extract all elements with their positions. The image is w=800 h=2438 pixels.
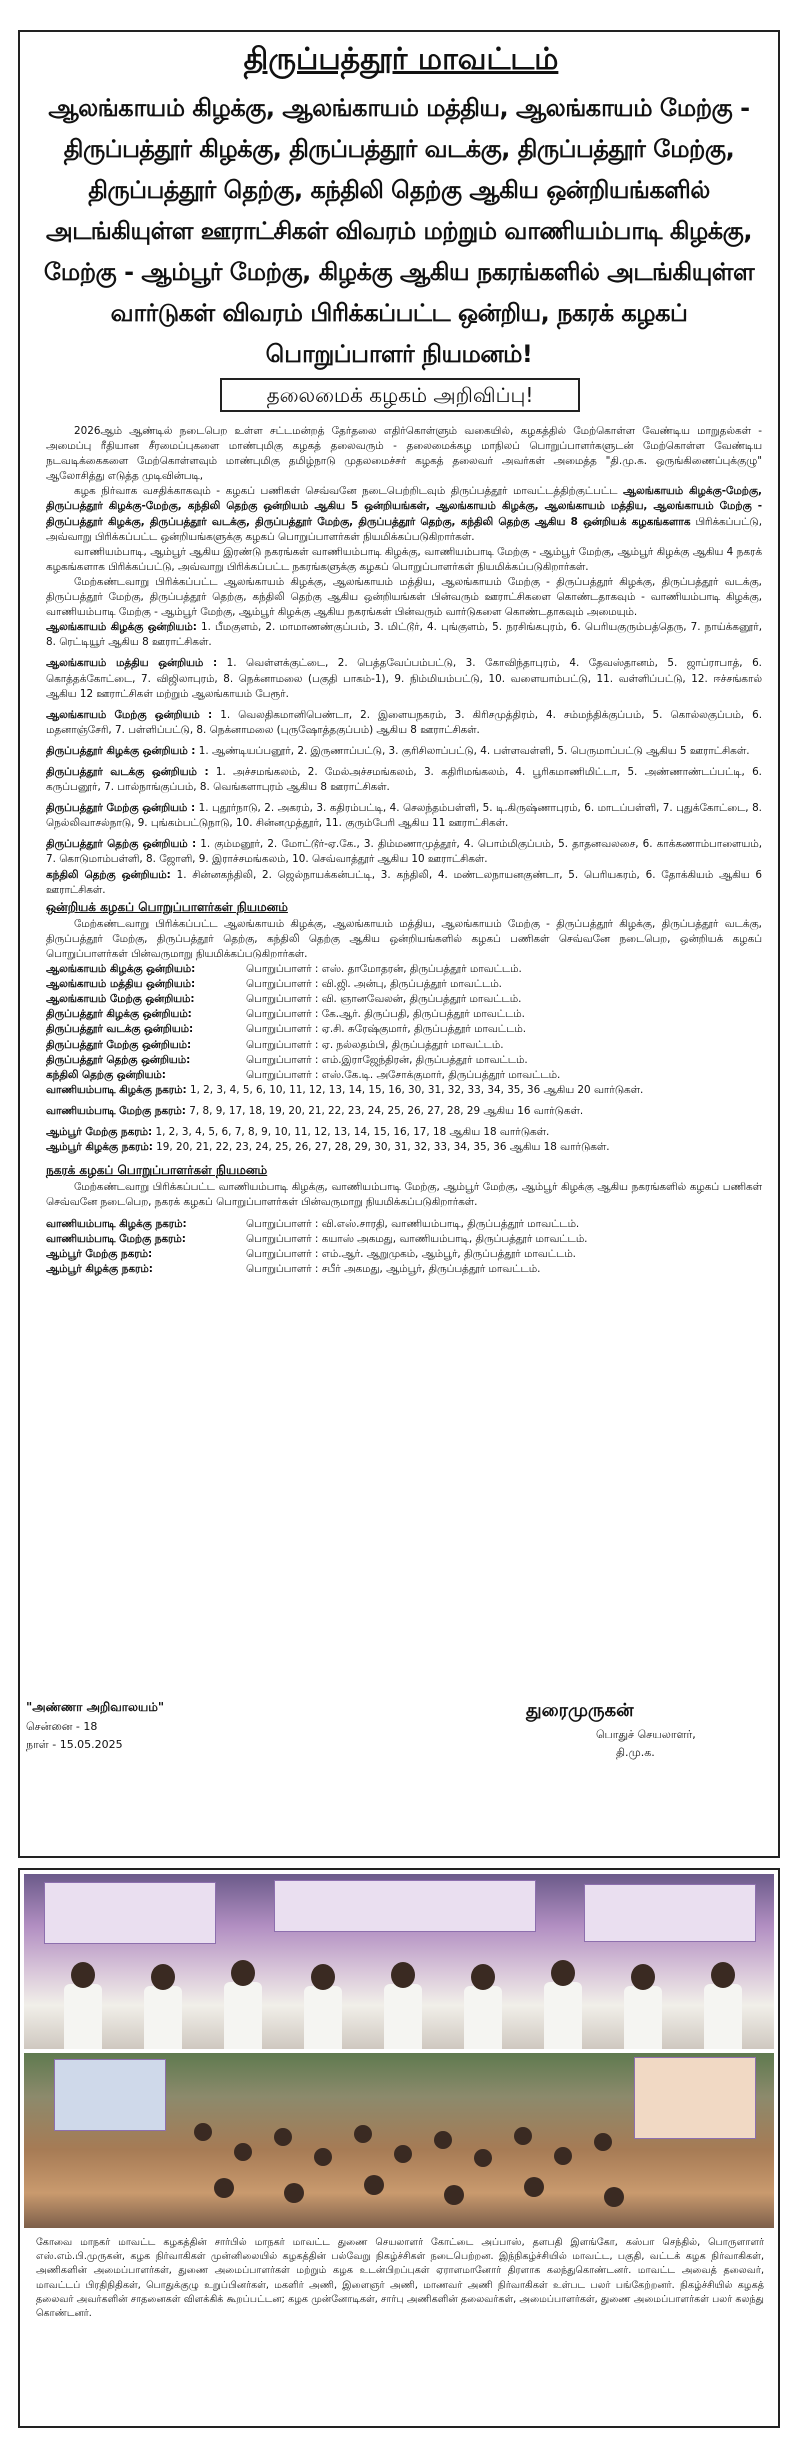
appointment-row: ஆம்பூர் மேற்கு நகரம்: பொறுப்பாளர் : எம்.ஆர். ஆறுமுகம், ஆம்பூர், திருப்பத்தூர் மாவட்டம். <box>46 1247 576 1260</box>
stage-banner <box>274 1880 536 1932</box>
stage-banner <box>584 1884 756 1942</box>
appointment-row: ஆலங்காயம் கிழக்கு ஒன்றியம்: பொறுப்பாளர் : எஸ். தாமோதரன், திருப்பத்தூர் மாவட்டம். <box>46 963 522 976</box>
ward-list-item: வாணியம்பாடி மேற்கு நகரம்: 7, 8, 9, 17, 18, 19, 20, 21, 22, 23, 24, 25, 26, 27, 28, 29 ஆகிய 16 வார்டுகள். <box>46 1104 584 1117</box>
appointment-row: திருப்பத்தூர் தெற்கு ஒன்றியம்: பொறுப்பாளர் : எம்.இராஜேந்திரன், திருப்பத்தூர் மாவட்டம். <box>46 1053 528 1066</box>
para-towns: வாணியம்பாடி, ஆம்பூர் ஆகிய இரண்டு நகரங்கள் வாணியம்பாடி கிழக்கு, வாணியம்பாடி மேற்கு - ஆம்பூர் மேற்கு, ஆம்பூர் கிழக்கு ஆகிய 4 நகரக் கழகங்களாக பிரிக்கப்பட்டு, அவ்வாறு பிரிக்கப்பட்ட நகரங்களுக்கு கழகப் பொறுப்பாளர்கள் நியமிக்கப்படுகிறார்கள். <box>46 545 762 573</box>
union-list-item: திருப்பத்தூர் வடக்கு ஒன்றியம் : 1. அச்சமங்கலம், 2. மேல்அச்சமங்கலம், 3. கதிரிமங்கலம், 4. பூரிகமாணிமிட்டா, 5. அண்ணாண்டப்பட்டி, 6. கருப்பனூர், 7. பால்நாங்குப்பம், 8. வெங்களாபுரம் ஆகிய 8 ஊராட்சிகள். <box>46 765 762 794</box>
event-photo-panel <box>18 1868 780 2428</box>
photo-caption: கோவை மாநகர் மாவட்ட கழகத்தின் சார்பில் மாநகர் மாவட்ட துணை செயலாளர் கோட்டை அப்பாஸ், தளபதி இளங்கோ, கஸ்பா செந்தில், பொருளாளர் எஸ்.எம்.பி.முருகன், கழக நிர்வாகிகள் முன்னிலையில் கழகத்தின் பல்வேறு நிகழ்ச்சிகள் நடைபெற்றன. இந்நிகழ்ச்சியில் மாவட்ட, பகுதி, வட்டக் கழக நிர்வாகிகள், அணிகளின் அமைப்பாளர்கள், துணை அமைப்பாளர்கள் மற்றும் கழக உடன்பிறப்புகள் ஏராளமானோர் திரளாக கலந்துகொண்டனர். மாவட்ட அவைத் தலைவர், மாவட்டப் பிரதிநிதிகள், பொதுக்குழு உறுப்பினர்கள், மகளிர் அணி, இளைஞர் அணி, மாணவர் அணி நிர்வாகிகள் உள்பட பலர் பங்கேற்றனர். நிகழ்ச்சியில் கழகத் தலைவர் அவர்களின் சாதனைகள் விளக்கிக் கூறப்பட்டன; கழக முன்னோடிகள், சார்பு அணிகளின் தலைவர்கள், அமைப்பாளர்கள், துணை அமைப்பாளர்கள் பலர் கலந்து கொண்டனர். <box>36 2237 764 2320</box>
appointment-row: திருப்பத்தூர் கிழக்கு ஒன்றியம்: பொறுப்பாளர் : கே.ஆர். திருப்பதி, திருப்பத்தூர் மாவட்டம். <box>46 1008 525 1021</box>
union-list-item: திருப்பத்தூர் தெற்கு ஒன்றியம் : 1. கும்மனூர், 2. மோட்டூர்-ஏ.கே., 3. திம்மணாமுத்தூர், 4. பொம்மிகுப்பம், 5. தாதனவலசை, 6. காக்கணாம்பாளையம், 7. கொடுமாம்பள்ளி, 8. ஜோளி, 9. இராச்சமங்கலம், 10. செவ்வாத்தூர் ஆகிய 10 ஊராட்சிகள். <box>46 838 762 866</box>
appointment-row: திருப்பத்தூர் மேற்கு ஒன்றியம்: பொறுப்பாளர் : ஏ. நல்லதம்பி, திருப்பத்தூர் மாவட்டம். <box>46 1038 504 1051</box>
hq-notice-box: தலைமைக் கழகம் அறிவிப்பு! <box>220 378 580 412</box>
district-title: திருப்பத்தூர் மாவட்டம் <box>243 42 559 77</box>
section-title-union-appointments: ஒன்றியக் கழகப் பொறுப்பாளர்கள் நியமனம் <box>46 899 288 914</box>
ward-list-item: வாணியம்பாடி கிழக்கு நகரம்: 1, 2, 3, 4, 5, 6, 10, 11, 12, 13, 14, 15, 16, 30, 31, 32, 33, 34, 35, 36 ஆகிய 20 வார்டுகள். <box>46 1083 644 1096</box>
para-union-appointments: மேற்கண்டவாறு பிரிக்கப்பட்ட ஆலங்காயம் கிழக்கு, ஆலங்காயம் மத்திய, ஆலங்காயம் மேற்கு - திருப்பத்தூர் கிழக்கு, திருப்பத்தூர் வடக்கு, திருப்பத்தூர் மேற்கு, திருப்பத்தூர் தெற்கு, கந்திலி தெற்கு ஆகிய ஒன்றியங்களில் கழகப் பணிகள் செவ்வனே நடைபெற, ஒன்றியக் கழகப் பொறுப்பாளர்கள் பின்வருமாறு நியமிக்கப்படுகிறார்கள். <box>46 917 762 960</box>
appointment-row: வாணியம்பாடி மேற்கு நகரம்: பொறுப்பாளர் : கயாஸ் அகமது, வாணியம்பாடி, திருப்பத்தூர் மாவட்டம். <box>46 1232 588 1245</box>
union-list-item: ஆலங்காயம் கிழக்கு ஒன்றியம்: 1. பீமகுளம், 2. மாமாணண்குப்பம், 3. மிட்டூர், 4. புங்குளம், 5. நரசிங்கபுரம், 6. பெரியகுரும்பத்தெரு, 7. நாய்க்கனூர், 8. ரெட்டியூர் ஆகிய 8 ஊராட்சிகள். <box>46 621 763 649</box>
appointment-row: வாணியம்பாடி கிழக்கு நகரம்: பொறுப்பாளர் : வி.எஸ்.சாரதி, வாணியம்பாடி, திருப்பத்தூர் மாவட்டம். <box>46 1217 580 1230</box>
crowd-banner <box>54 2059 166 2131</box>
top-strip <box>0 0 800 14</box>
sender-city: சென்னை - 18 <box>26 1720 98 1733</box>
appointment-row: கந்திலி தெற்கு ஒன்றியம்: பொறுப்பாளர் : எஸ்.கே.டி. அசோக்குமார், திருப்பத்தூர் மாவட்டம். <box>46 1068 561 1081</box>
appointment-row: ஆலங்காயம் மேற்கு ஒன்றியம்: பொறுப்பாளர் : வி. ஞானவேலன், திருப்பத்தூர் மாவட்டம். <box>46 993 522 1006</box>
para-intro: 2026ஆம் ஆண்டில் நடைபெற உள்ள சட்டமன்றத் தேர்தலை எதிர்கொள்ளும் வகையில், கழகத்தில் மேற்கொள்ள வேண்டிய மாறுதல்கள் - அமைப்பு ரீதியான சீரமைப்புகளை மாண்புமிகு கழகத் தலைவரும் - தலைமைக்கழ மாநிலப் பொறுப்பாளர்களுடன் மேற்கொள்ள வேண்டிய நடவடிக்கைகளை மேற்கொள்ளவும் மாண்புமிகு தமிழ்நாடு முதலமைச்சர் கழகத் தலைவர் அவர்கள் அமைத்த "தி.மு.க. ஒருங்கிணைப்புக்குழு" ஆலோசித்து எடுத்த முடிவின்படி, <box>46 425 762 483</box>
para-division: கழக நிர்வாக வசதிக்காகவும் - கழகப் பணிகள் செவ்வனே நடைபெற்றிடவும் திருப்பத்தூர் மாவட்டத்திற்குட்பட்ட ஆலங்காயம் கிழக்கு-மேற்கு, திருப்பத்தூர் கிழக்கு-மேற்கு, கந்திலி தெற்கு ஒன்றியம் ஆகிய 5 ஒன்றியங்கள், ஆலங்காயம் கிழக்கு, ஆலங்காயம் மத்திய, ஆலங்காயம் மேற்கு - திருப்பத்தூர் கிழக்கு, திருப்பத்தூர் வடக்கு, திருப்பத்தூர் மேற்கு, திருப்பத்தூர் தெற்கு, கந்திலி தெற்கு ஆகிய 8 ஒன்றியக் கழகங்களாக பிரிக்கப்பட்டு, அவ்வாறு பிரிக்கப்பட்ட ஒன்றியங்களுக்கு கழகப் பொறுப்பாளர்கள் நியமிக்கப்படுகிறார்கள். <box>46 485 763 543</box>
stage-banner <box>44 1882 216 1944</box>
union-list-item: ஆலங்காயம் மேற்கு ஒன்றியம் : 1. வெலதிகமானிபெண்டா, 2. இளையநகரம், 3. கிரிசமுத்திரம், 4. சம்மந்திக்குப்பம், 5. கொல்லகுப்பம், 6. மதனாஞ்சேரி, 7. பள்ளிப்பட்டு, 8. நெக்னாமலை (புருஷோத்தகுப்பம்) ஆகிய 8 ஊராட்சிகள். <box>46 708 762 736</box>
union-list-item: ஆலங்காயம் மத்திய ஒன்றியம் : 1. வெள்ளக்குட்டை, 2. பெத்தவேப்பம்பட்டு, 3. கோவிந்தாபுரம், 4. தேவஸ்தானம், 5. ஜாப்ராபாத், 6. கொத்தக்கோட்டை, 7. விஜிலாபுரம், 8. நெக்னாமலை (பகுதி பாகம்-1), 9. நிம்மியம்பட்டு, 10. வளையாம்பட்டு, 11. வள்ளிப்பட்டு, 12. ஈச்சங்கால் ஆகிய 12 ஊராட்சிகள் மற்றும் ஆலங்காயம் பேரூர். <box>46 657 762 700</box>
stage-photo <box>24 1874 774 2049</box>
announcement-body <box>46 424 762 1277</box>
signatory-designation: பொதுச் செயலாளர், <box>596 1728 696 1741</box>
signature-block <box>26 1700 742 1810</box>
ward-list-item: ஆம்பூர் மேற்கு நகரம்: 1, 2, 3, 4, 5, 6, 7, 8, 9, 10, 11, 12, 13, 14, 15, 16, 17, 18 ஆகிய 18 வார்டுகள். <box>46 1126 550 1139</box>
union-list-item: திருப்பத்தூர் கிழக்கு ஒன்றியம் : 1. ஆண்டியப்பனூர், 2. இருணாப்பட்டு, 3. குரிசிலாப்பட்டு, 4. பள்ளவள்ளி, 5. பெருமாப்பட்டு ஆகிய 5 ஊராட்சிகள். <box>46 744 750 757</box>
crowd-photo <box>24 2053 774 2228</box>
signatory-name: துரைமுருகன் <box>526 1700 634 1721</box>
section-title-town-appointments: நகரக் கழகப் பொறுப்பாளர்கள் நியமனம் <box>46 1163 268 1178</box>
appointment-row: ஆலங்காயம் மத்திய ஒன்றியம்: பொறுப்பாளர் : வி.ஜி. அன்பு, திருப்பத்தூர் மாவட்டம். <box>46 978 502 991</box>
ward-list-item: ஆம்பூர் கிழக்கு நகரம்: 19, 20, 21, 22, 23, 24, 25, 26, 27, 28, 29, 30, 31, 32, 33, 34, 35, 36 ஆகிய 18 வார்டுகள். <box>46 1141 610 1154</box>
appointment-row: ஆம்பூர் கிழக்கு நகரம்: பொறுப்பாளர் : சபீர் அகமது, ஆம்பூர், திருப்பத்தூர் மாவட்டம். <box>46 1262 541 1275</box>
headline: ஆலங்காயம் கிழக்கு, ஆலங்காயம் மத்திய, ஆலங்காயம் மேற்கு - திருப்பத்தூர் கிழக்கு, திருப்பத்தூர் வடக்கு, திருப்பத்தூர் மேற்கு, திருப்பத்தூர் தெற்கு, கந்திலி தெற்கு ஆகிய ஒன்றியங்களில் அடங்கியுள்ள ஊராட்சிகள் விவரம் மற்றும் வாணியம்பாடி கிழக்கு, மேற்கு - ஆம்பூர் மேற்கு, கிழக்கு ஆகிய நகரங்களில் அடங்கியுள்ள வார்டுகள் விவரம் பிரிக்கப்பட்ட ஒன்றிய, நகரக் கழகப் பொறுப்பாளர் நியமனம்! <box>43 94 755 368</box>
crowd-banner <box>634 2057 756 2139</box>
appointment-row: திருப்பத்தூர் வடக்கு ஒன்றியம்: பொறுப்பாளர் : ஏ.சி. சுரேஷ்குமார், திருப்பத்தூர் மாவட்டம். <box>46 1023 527 1036</box>
union-list-item: கந்திலி தெற்கு ஒன்றியம்: 1. சின்னகந்திலி, 2. ஜெல்நாயக்கன்பட்டி, 3. கந்திலி, 4. மண்டலநாயனகுண்டா, 5. பெரியகரம், 6. தோக்கியம் ஆகிய 6 ஊராட்சிகள். <box>46 868 762 896</box>
para-composition: மேற்கண்டவாறு பிரிக்கப்பட்ட ஆலங்காயம் கிழக்கு, ஆலங்காயம் மத்திய, ஆலங்காயம் மேற்கு - திருப்பத்தூர் கிழக்கு, திருப்பத்தூர் வடக்கு, திருப்பத்தூர் மேற்கு, திருப்பத்தூர் தெற்கு, கந்திலி தெற்கு ஆகிய ஒன்றியங்கள் பின்வரும் ஊராட்சிகளை கொண்டதாகவும் - வாணியம்பாடி கிழக்கு, வாணியம்பாடி மேற்கு - ஆம்பூர் மேற்கு, ஆம்பூர் கிழக்கு ஆகிய நகரங்கள் பின்வரும் வார்டுகளை கொண்டதாகவும் அமையும். <box>46 575 762 619</box>
sender-address: "அண்ணா அறிவாலயம்" <box>26 1700 165 1714</box>
party-name: தி.மு.க. <box>616 1746 655 1759</box>
announcement-frame <box>18 30 780 1858</box>
notice-date: நாள் - 15.05.2025 <box>26 1738 123 1751</box>
para-town-appointments: மேற்கண்டவாறு பிரிக்கப்பட்ட வாணியம்பாடி கிழக்கு, வாணியம்பாடி மேற்கு, ஆம்பூர் மேற்கு, ஆம்பூர் கிழக்கு ஆகிய நகரங்களில் கழகப் பணிகள் செவ்வனே நடைபெற, நகரக் கழகப் பொறுப்பாளர்கள் பின்வருமாறு நியமிக்கப்படுகிறார்கள். <box>46 1181 762 1209</box>
union-list-item: திருப்பத்தூர் மேற்கு ஒன்றியம் : 1. புதூர்நாடு, 2. அகரம், 3. கதிரம்பட்டி, 4. செலந்தம்பள்ளி, 5. டி.கிருஷ்ணாபுரம், 6. மாடப்பள்ளி, 7. புதுக்கோட்டை, 8. நெல்லிவாசல்நாடு, 9. புங்கம்பட்டுநாடு, 10. சின்னமுத்தூர், 11. குரும்பேரி ஆகிய 11 ஊராட்சிகள். <box>46 802 762 830</box>
